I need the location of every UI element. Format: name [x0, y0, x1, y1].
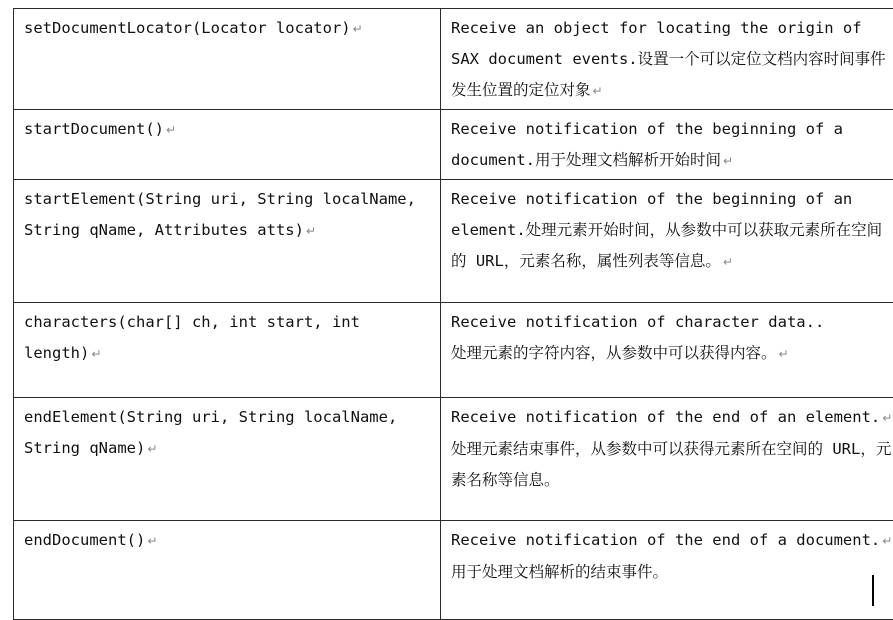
paragraph-mark-icon: ↵	[882, 534, 892, 548]
description-text: Receive an object for locating the origin of SAX document events.设置一个可以定位文档内容时间事件发生位置的定位对象	[451, 19, 886, 99]
description-text-cn: 处理元素结束事件，从参数中可以获得元素所在空间的 URL，元素名称等信息。	[451, 434, 893, 496]
description-text-cn: 用于处理文档解析的结束事件。	[451, 557, 893, 588]
method-signature: startElement(String uri, String localName, String qName, Attributes atts)	[24, 190, 416, 239]
paragraph-mark-icon: ↵	[147, 442, 157, 456]
table-row	[14, 180, 893, 303]
method-signature: startDocument()	[24, 120, 164, 138]
description-cell	[441, 303, 893, 398]
description-text: Receive notification of the beginning of an element.处理元素开始时间，从参数中可以获取元素所在空间的 URL，元素名称，属性列表等信息。	[451, 190, 882, 270]
description-text: Receive notification of the end of a document.	[451, 531, 880, 549]
paragraph-mark-icon: ↵	[306, 224, 316, 238]
paragraph-mark-icon: ↵	[779, 347, 789, 361]
paragraph-mark-icon: ↵	[723, 255, 733, 269]
table-row	[14, 9, 893, 110]
method-signature: setDocumentLocator(Locator locator)	[24, 19, 351, 37]
method-cell	[14, 398, 441, 521]
text-cursor-bar	[872, 575, 874, 606]
method-cell	[14, 110, 441, 180]
paragraph-mark-icon: ↵	[91, 347, 101, 361]
method-cell	[14, 180, 441, 303]
description-cell	[441, 9, 893, 110]
table-row	[14, 110, 893, 180]
table-row	[14, 303, 893, 398]
description-cell	[441, 398, 893, 521]
description-cell	[441, 521, 893, 620]
method-signature: endElement(String uri, String localName, String qName)	[24, 408, 397, 457]
api-method-table	[13, 8, 893, 620]
method-cell	[14, 9, 441, 110]
table-row	[14, 398, 893, 521]
description-cell	[441, 110, 893, 180]
method-cell	[14, 303, 441, 398]
paragraph-mark-icon: ↵	[723, 154, 733, 168]
table-row	[14, 521, 893, 620]
method-cell	[14, 521, 441, 620]
paragraph-mark-icon: ↵	[882, 411, 892, 425]
paragraph-mark-icon: ↵	[147, 534, 157, 548]
description-text: Receive notification of character data..	[451, 307, 893, 338]
description-text: Receive notification of the end of an element.	[451, 408, 880, 426]
description-text: Receive notification of the beginning of a document.用于处理文档解析开始时间	[451, 120, 843, 169]
paragraph-mark-icon: ↵	[166, 123, 176, 137]
paragraph-mark-icon: ↵	[353, 22, 363, 36]
description-text-cn: 处理元素的字符内容，从参数中可以获得内容。	[451, 344, 777, 362]
paragraph-mark-icon: ↵	[593, 84, 603, 98]
method-signature: endDocument()	[24, 531, 145, 549]
method-signature: characters(char[] ch, int start, int length)	[24, 313, 360, 362]
description-cell	[441, 180, 893, 303]
